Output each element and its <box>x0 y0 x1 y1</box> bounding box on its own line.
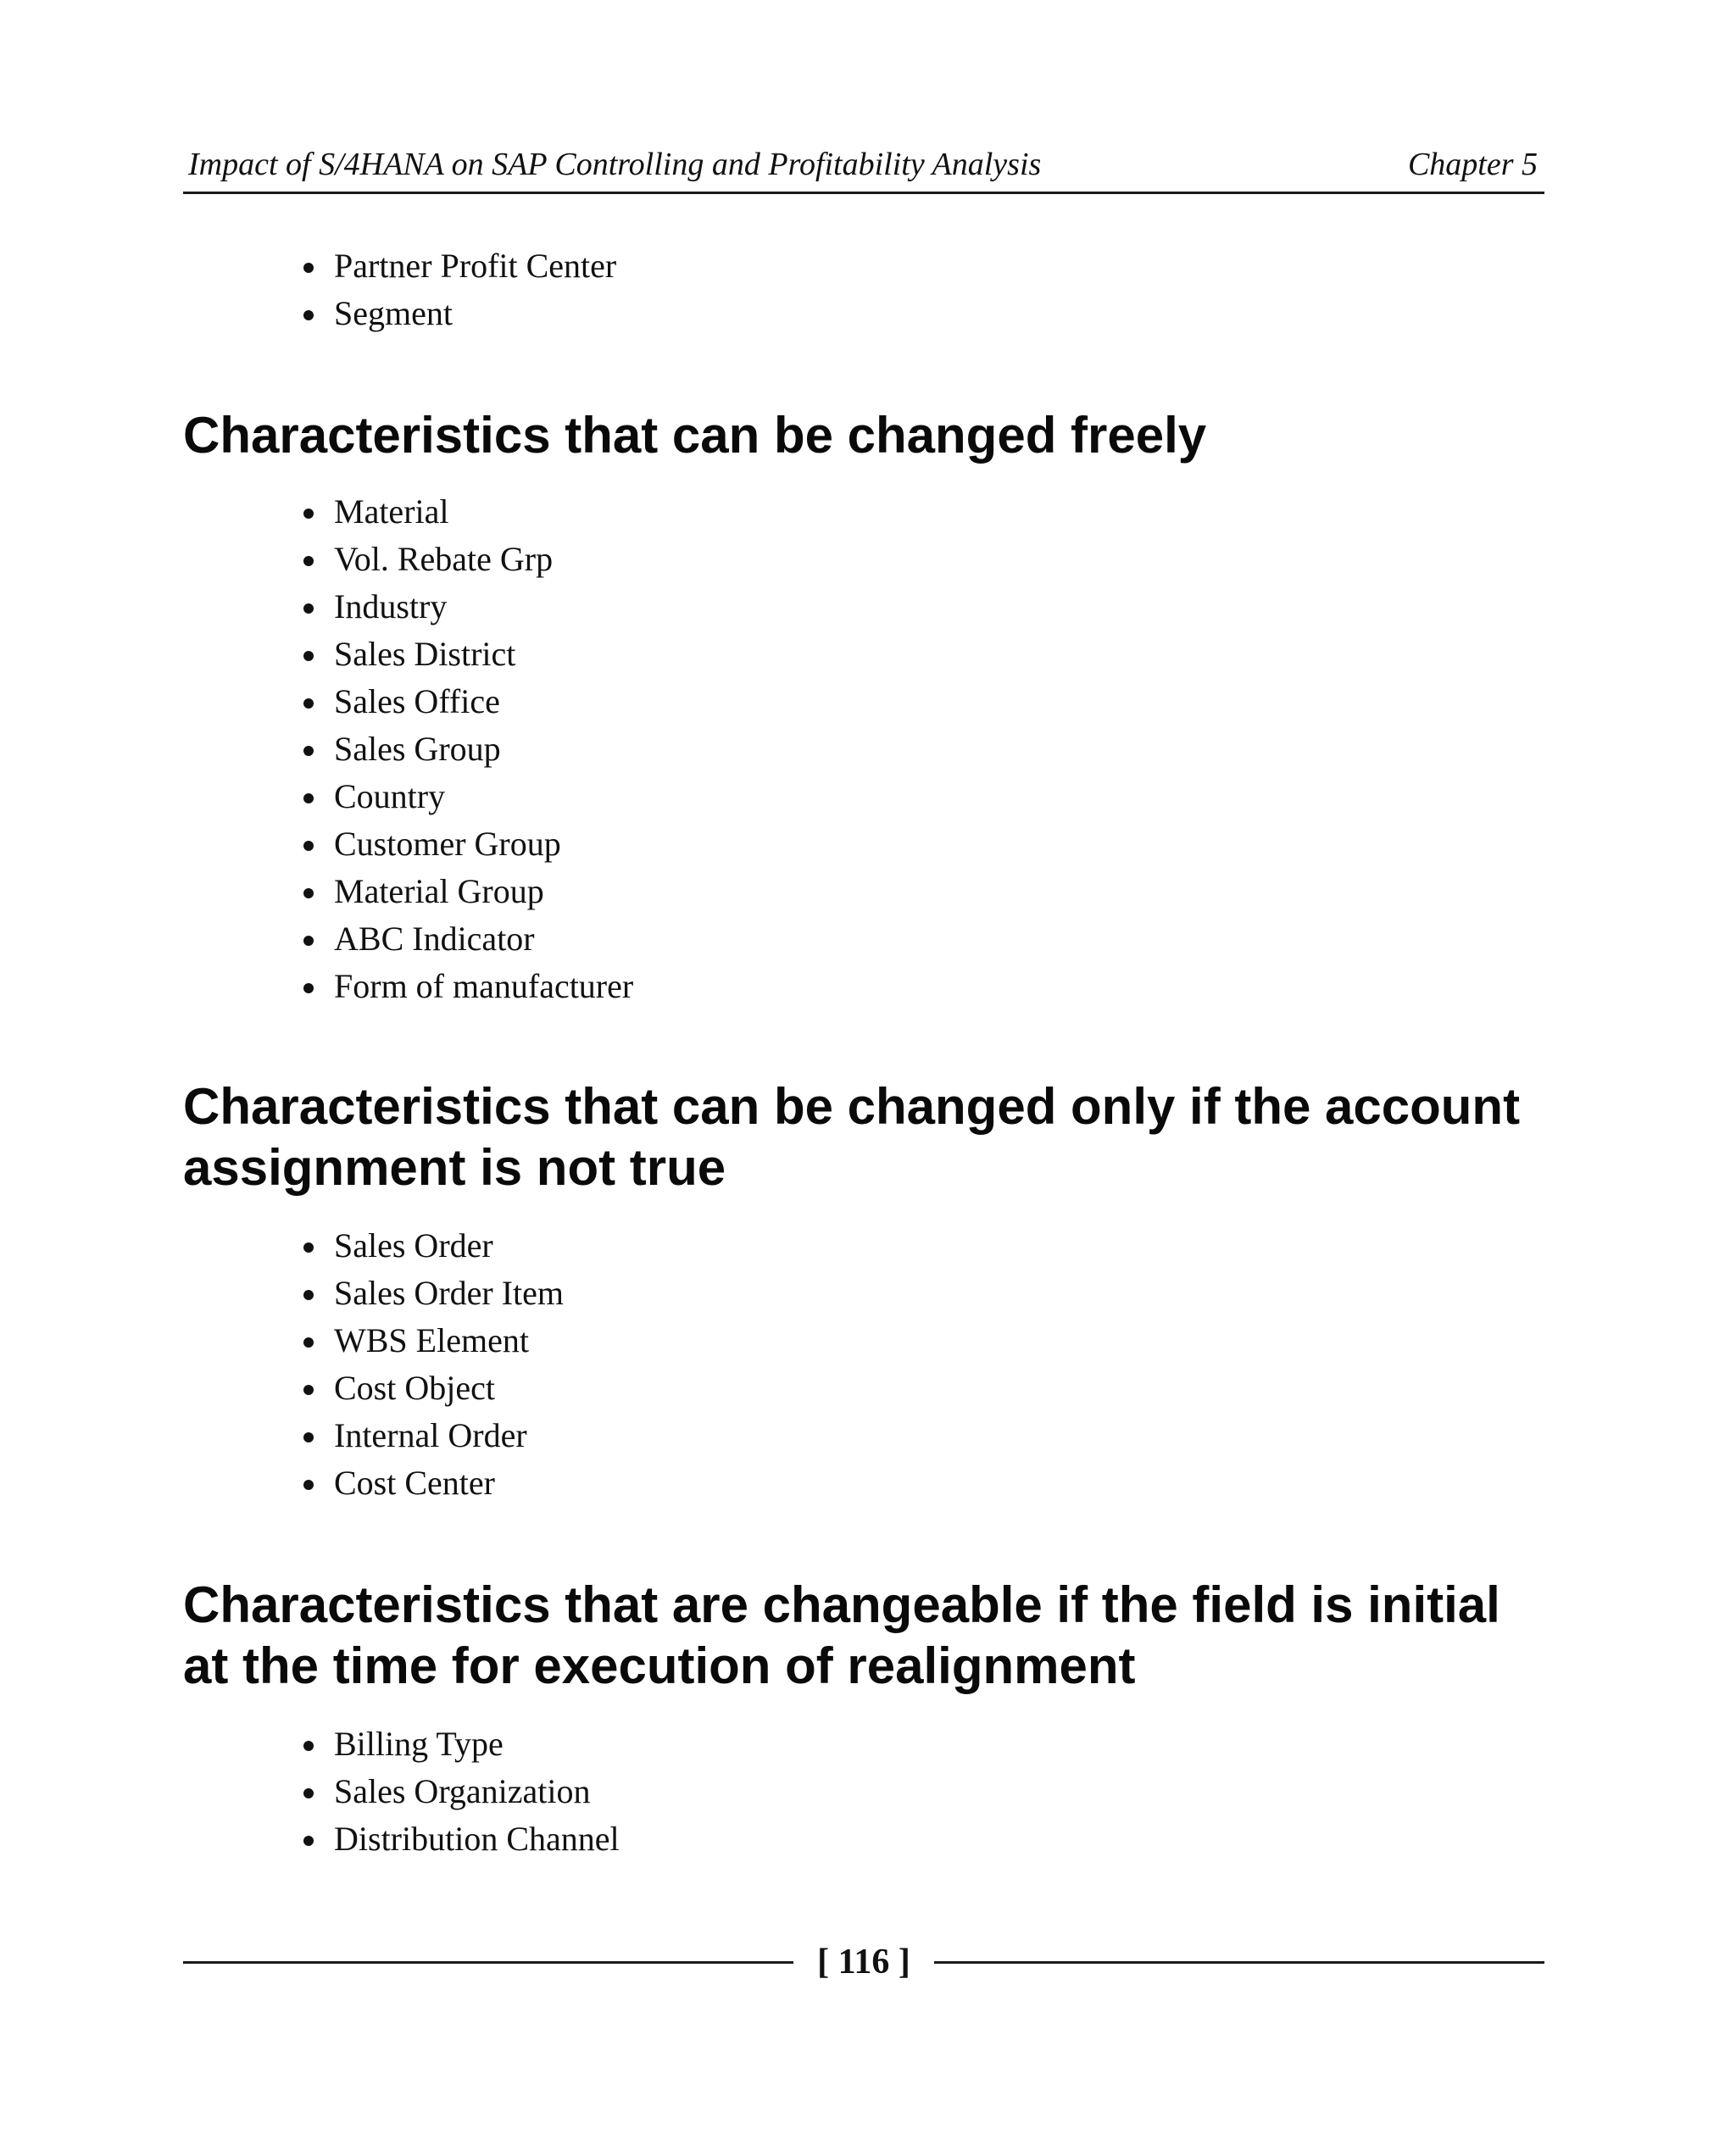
section-heading-account-assignment: Characteristics that can be changed only if the account assignment is not true <box>183 1078 1521 1196</box>
list-item: Partner Profit Center <box>303 242 616 290</box>
chapter-label: Chapter 5 <box>1407 147 1538 182</box>
list-item: Material <box>303 488 633 536</box>
list-item: Internal Order <box>303 1412 564 1459</box>
intro-bullet-list <box>303 242 616 337</box>
book-title: Impact of S/4HANA on SAP Controlling and Profitability Analysis <box>188 147 1042 182</box>
list-item: Distribution Channel <box>303 1815 620 1863</box>
page-number: [ 116 ] <box>817 1943 910 1982</box>
list-item: Sales District <box>303 631 633 678</box>
changed-freely-bullet-list <box>303 488 633 1010</box>
list-item: Material Group <box>303 868 633 915</box>
list-item: Sales Organization <box>303 1768 620 1815</box>
list-item: Customer Group <box>303 820 633 868</box>
list-item: Cost Center <box>303 1459 564 1507</box>
list-item: Industry <box>303 583 633 631</box>
list-item: Billing Type <box>303 1720 620 1768</box>
field-initial-bullet-list <box>303 1720 620 1863</box>
list-item: Sales Group <box>303 725 633 773</box>
list-item: Sales Order <box>303 1222 564 1270</box>
footer-rule-right <box>934 1961 1544 1964</box>
list-item: Form of manufacturer <box>303 963 633 1010</box>
list-item: Country <box>303 773 633 820</box>
section-heading-field-initial: Characteristics that are changeable if the field is initial at the time for execution of realignment <box>183 1576 1500 1694</box>
account-assignment-bullet-list <box>303 1222 564 1507</box>
list-item: Sales Office <box>303 678 633 725</box>
list-item: Vol. Rebate Grp <box>303 536 633 583</box>
page-footer <box>183 1937 1544 1987</box>
list-item: Cost Object <box>303 1365 564 1412</box>
running-header <box>183 142 1544 194</box>
list-item: WBS Element <box>303 1317 564 1365</box>
list-item: Segment <box>303 290 616 337</box>
section-heading-changed-freely: Characteristics that can be changed freely <box>183 407 1207 464</box>
list-item: ABC Indicator <box>303 915 633 963</box>
list-item: Sales Order Item <box>303 1270 564 1317</box>
